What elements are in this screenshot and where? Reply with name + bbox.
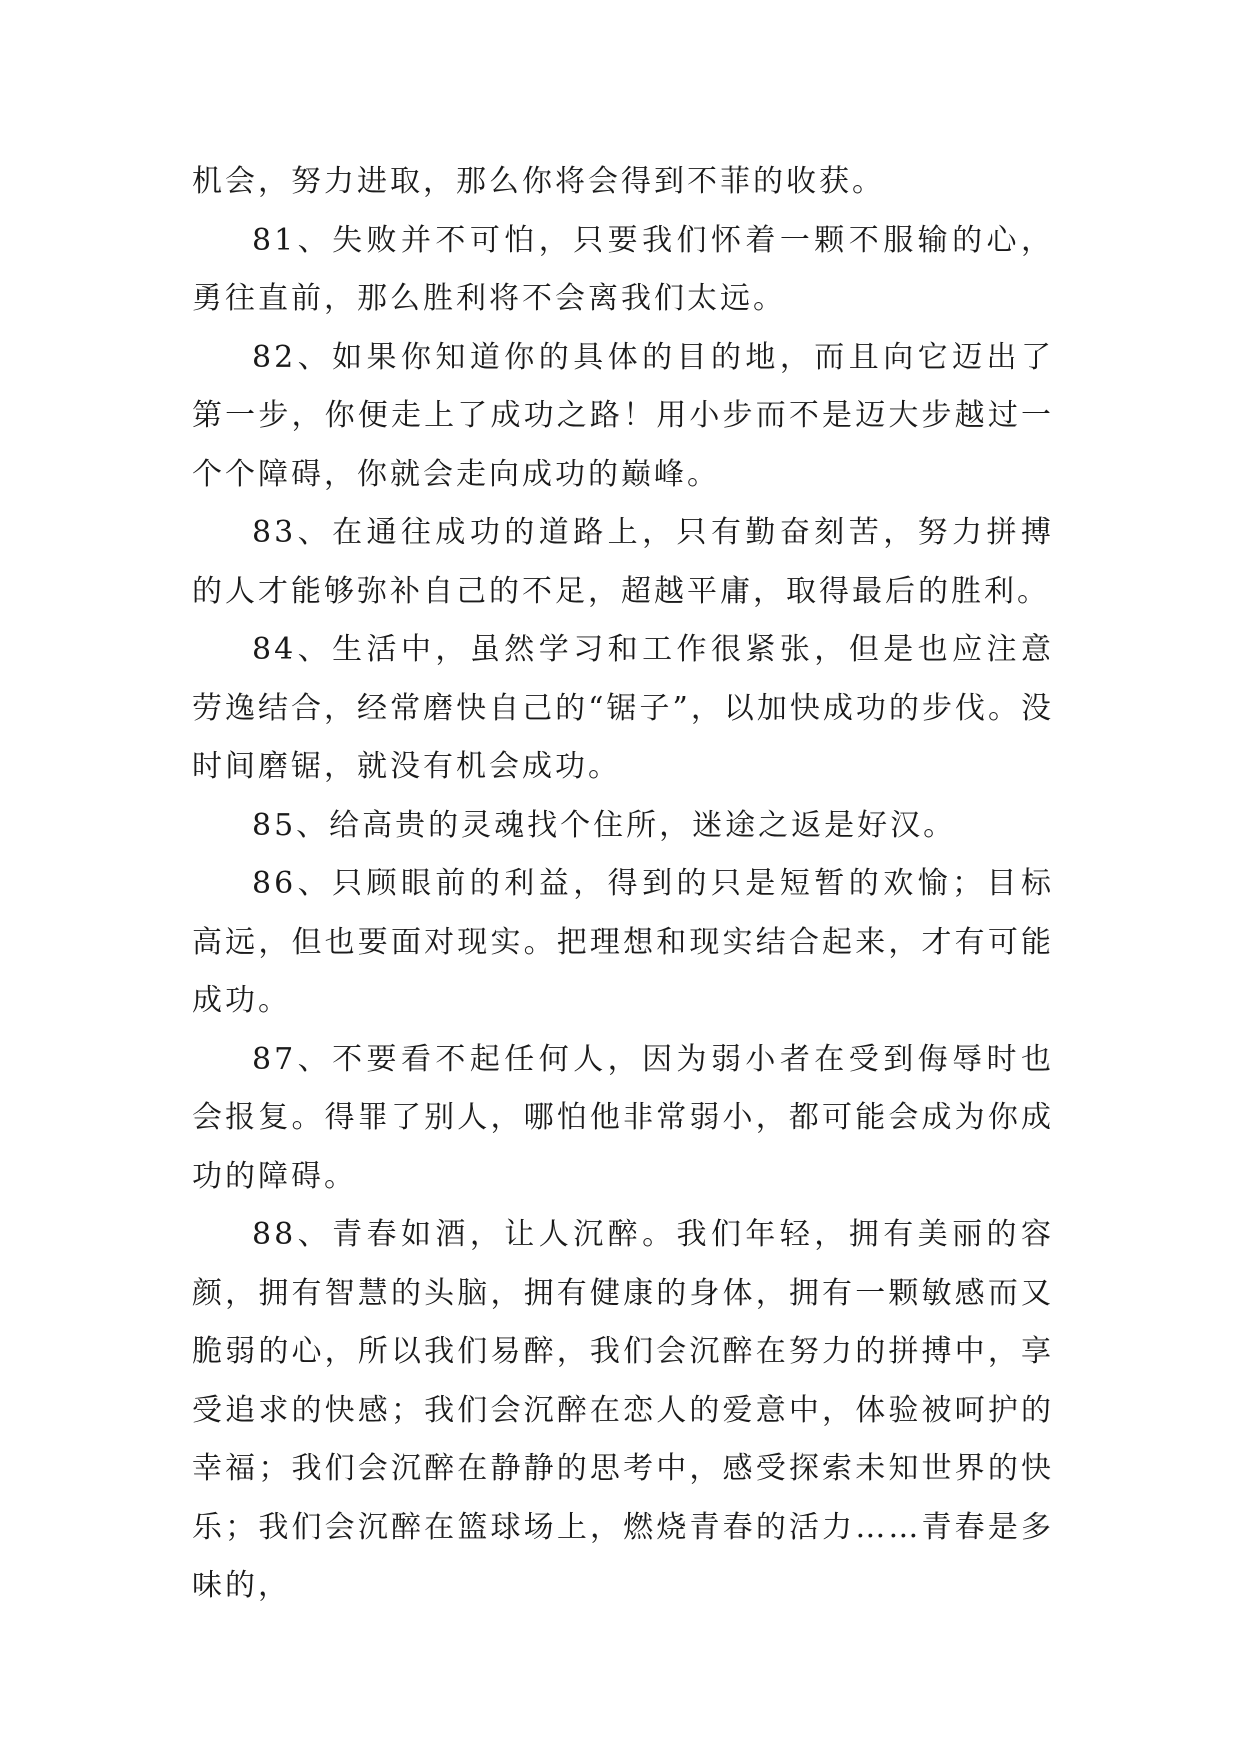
paragraph-86: 86、只顾眼前的利益，得到的只是短暂的欢愉；目标高远，但也要面对现实。把理想和现实结合起来，才有可能成功。 — [192, 866, 1054, 1018]
paragraph-82: 82、如果你知道你的具体的目的地，而且向它迈出了第一步，你便走上了成功之路！用小步而不是迈大步越过一个个障碍，你就会走向成功的巅峰。 — [192, 339, 1054, 492]
paragraph-84: 84、生活中，虽然学习和工作很紧张，但是也应注意劳逸结合，经常磨快自己的“锯子”，以加快成功的步伐。没时间磨锯，就没有机会成功。 — [192, 632, 1054, 784]
document-body — [192, 153, 1054, 1616]
paragraph-88: 88、青春如酒，让人沉醉。我们年轻，拥有美丽的容颜，拥有智慧的头脑，拥有健康的身体，拥有一颗敏感而又脆弱的心，所以我们易醉，我们会沉醉在努力的拼搏中，享受追求的快感；我们会沉醉在恋人的爱意中，体验被呵护的幸福；我们会沉醉在静静的思考中，感受探索未知世界的快乐；我们会沉醉在篮球场上，燃烧青春的活力……青春是多味的， — [192, 1217, 1054, 1603]
paragraph-83: 83、在通往成功的道路上，只有勤奋刻苦，努力拼搏的人才能够弥补自己的不足，超越平庸，取得最后的胜利。 — [192, 515, 1054, 609]
paragraph-81: 81、失败并不可怕，只要我们怀着一颗不服输的心，勇往直前，那么胜利将不会离我们太远。 — [192, 222, 1054, 316]
paragraph-85: 85、给高贵的灵魂找个住所，迷途之返是好汉。 — [252, 807, 957, 843]
paragraph-continuation: 机会，努力进取，那么你将会得到不菲的收获。 — [192, 164, 885, 199]
paragraph-87: 87、不要看不起任何人，因为弱小者在受到侮辱时也会报复。得罪了别人，哪怕他非常弱小，都可能会成为你成功的障碍。 — [192, 1041, 1054, 1194]
